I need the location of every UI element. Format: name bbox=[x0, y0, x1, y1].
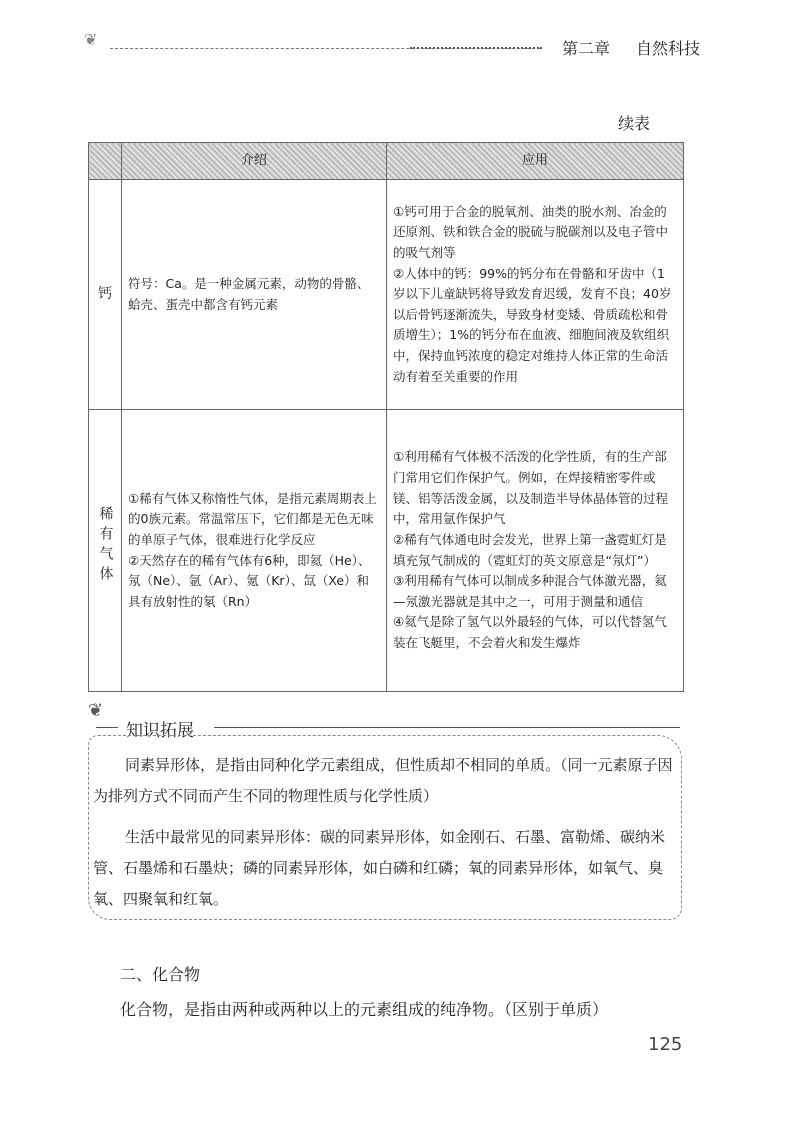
header-cell-name bbox=[89, 143, 122, 180]
use-item: ①利用稀有气体极不活泼的化学性质，有的生产部门常用它们作保护气。例如，在焊接精密零件或镁、铝等活泼金属，以及制造半导体晶体管的过程中，常用氩作保护气 bbox=[393, 449, 669, 527]
knowledge-paragraph: 生活中最常见的同素异形体：碳的同素异形体，如金刚石、石墨、富勒烯、碳纳米管、石墨烯和石墨炔；磷的同素异形体，如白磷和红磷；氧的同素异形体，如氧气、臭氧、四聚氧和红氧。 bbox=[93, 828, 666, 908]
sprout-icon: ❦ bbox=[88, 700, 104, 721]
element-name-text: 稀有气体 bbox=[97, 506, 114, 587]
element-uses bbox=[387, 180, 684, 410]
continued-label: 续表 bbox=[618, 114, 651, 133]
header-rule-bold bbox=[410, 47, 542, 49]
table-row bbox=[89, 180, 684, 410]
knowledge-paragraph: 同素异形体，是指由同种化学元素组成，但性质却不相同的单质。（同一元素原子因为排列方式不同而产生不同的物理性质与化学性质） bbox=[93, 756, 673, 805]
page-number: 125 bbox=[648, 1034, 683, 1055]
header-cell-uses: 应用 bbox=[387, 143, 684, 180]
element-name bbox=[89, 410, 122, 692]
section-heading: 二、化合物 bbox=[120, 965, 201, 984]
section-label: 自然科技 bbox=[635, 39, 700, 58]
section-body: 化合物，是指由两种或两种以上的元素组成的纯净物。（区别于单质） bbox=[120, 1000, 609, 1019]
use-item: ②稀有气体通电时会发光，世界上第一盏霓虹灯是填充氖气制成的（霓虹灯的英文原意是“氖灯”） bbox=[393, 531, 667, 568]
table-header-row bbox=[89, 143, 684, 180]
title-rule-left bbox=[96, 727, 118, 728]
knowledge-box bbox=[88, 735, 682, 920]
use-item: ③利用稀有气体可以制成多种混合气体激光器，氦—氖激光器就是其中之一，可用于测量和通信 bbox=[393, 573, 667, 609]
knowledge-box-label: 知识拓展 bbox=[122, 716, 198, 741]
description-item: ②天然存在的稀有气体有6种，即氦（He）、氖（Ne）、氩（Ar）、氪（Kr）、氙（Xe）和具有放射性的氡（Rn） bbox=[128, 552, 371, 609]
use-item: ②人体中的钙：99%的钙分布在骨骼和牙齿中（1岁以下儿童缺钙将导致发育迟缓，发育不良；40岁以后骨钙逐渐流失，导致身材变矮、骨质疏松和骨质增生）；1%的钙分布在血液、细胞间液及软组织中，保持血钙浓度的稳定对维持人体正常的生命活动有着至关重要的作用 bbox=[393, 265, 672, 384]
element-description bbox=[122, 180, 387, 410]
running-header bbox=[80, 30, 700, 60]
header-cell-intro: 介绍 bbox=[122, 143, 387, 180]
chapter-label: 第二章 bbox=[561, 39, 610, 58]
use-item: ①钙可用于合金的脱氧剂、油类的脱水剂、冶金的还原剂、铁和铁合金的脱硫与脱碳剂以及电子管中的吸气剂等 bbox=[393, 203, 669, 260]
element-uses bbox=[387, 410, 684, 692]
table-row bbox=[89, 410, 684, 692]
description-item: ①稀有气体又称惰性气体，是指元素周期表上的0族元素。常温常压下，它们都是无色无味的单原子气体，很难进行化学反应 bbox=[128, 490, 377, 547]
element-name bbox=[89, 180, 122, 410]
description-text: 符号：Ca。是一种金属元素，动物的骨骼、蛤壳、蛋壳中都含有钙元素 bbox=[128, 275, 370, 312]
element-description bbox=[122, 410, 387, 692]
elements-table bbox=[88, 142, 684, 692]
title-rule-right bbox=[214, 727, 680, 728]
element-name-text: 钙 bbox=[98, 285, 112, 302]
use-item: ④氦气是除了氢气以外最轻的气体，可以代替氢气装在飞艇里，不会着火和发生爆炸 bbox=[393, 614, 667, 650]
ornament-icon: ❦ bbox=[84, 30, 98, 49]
